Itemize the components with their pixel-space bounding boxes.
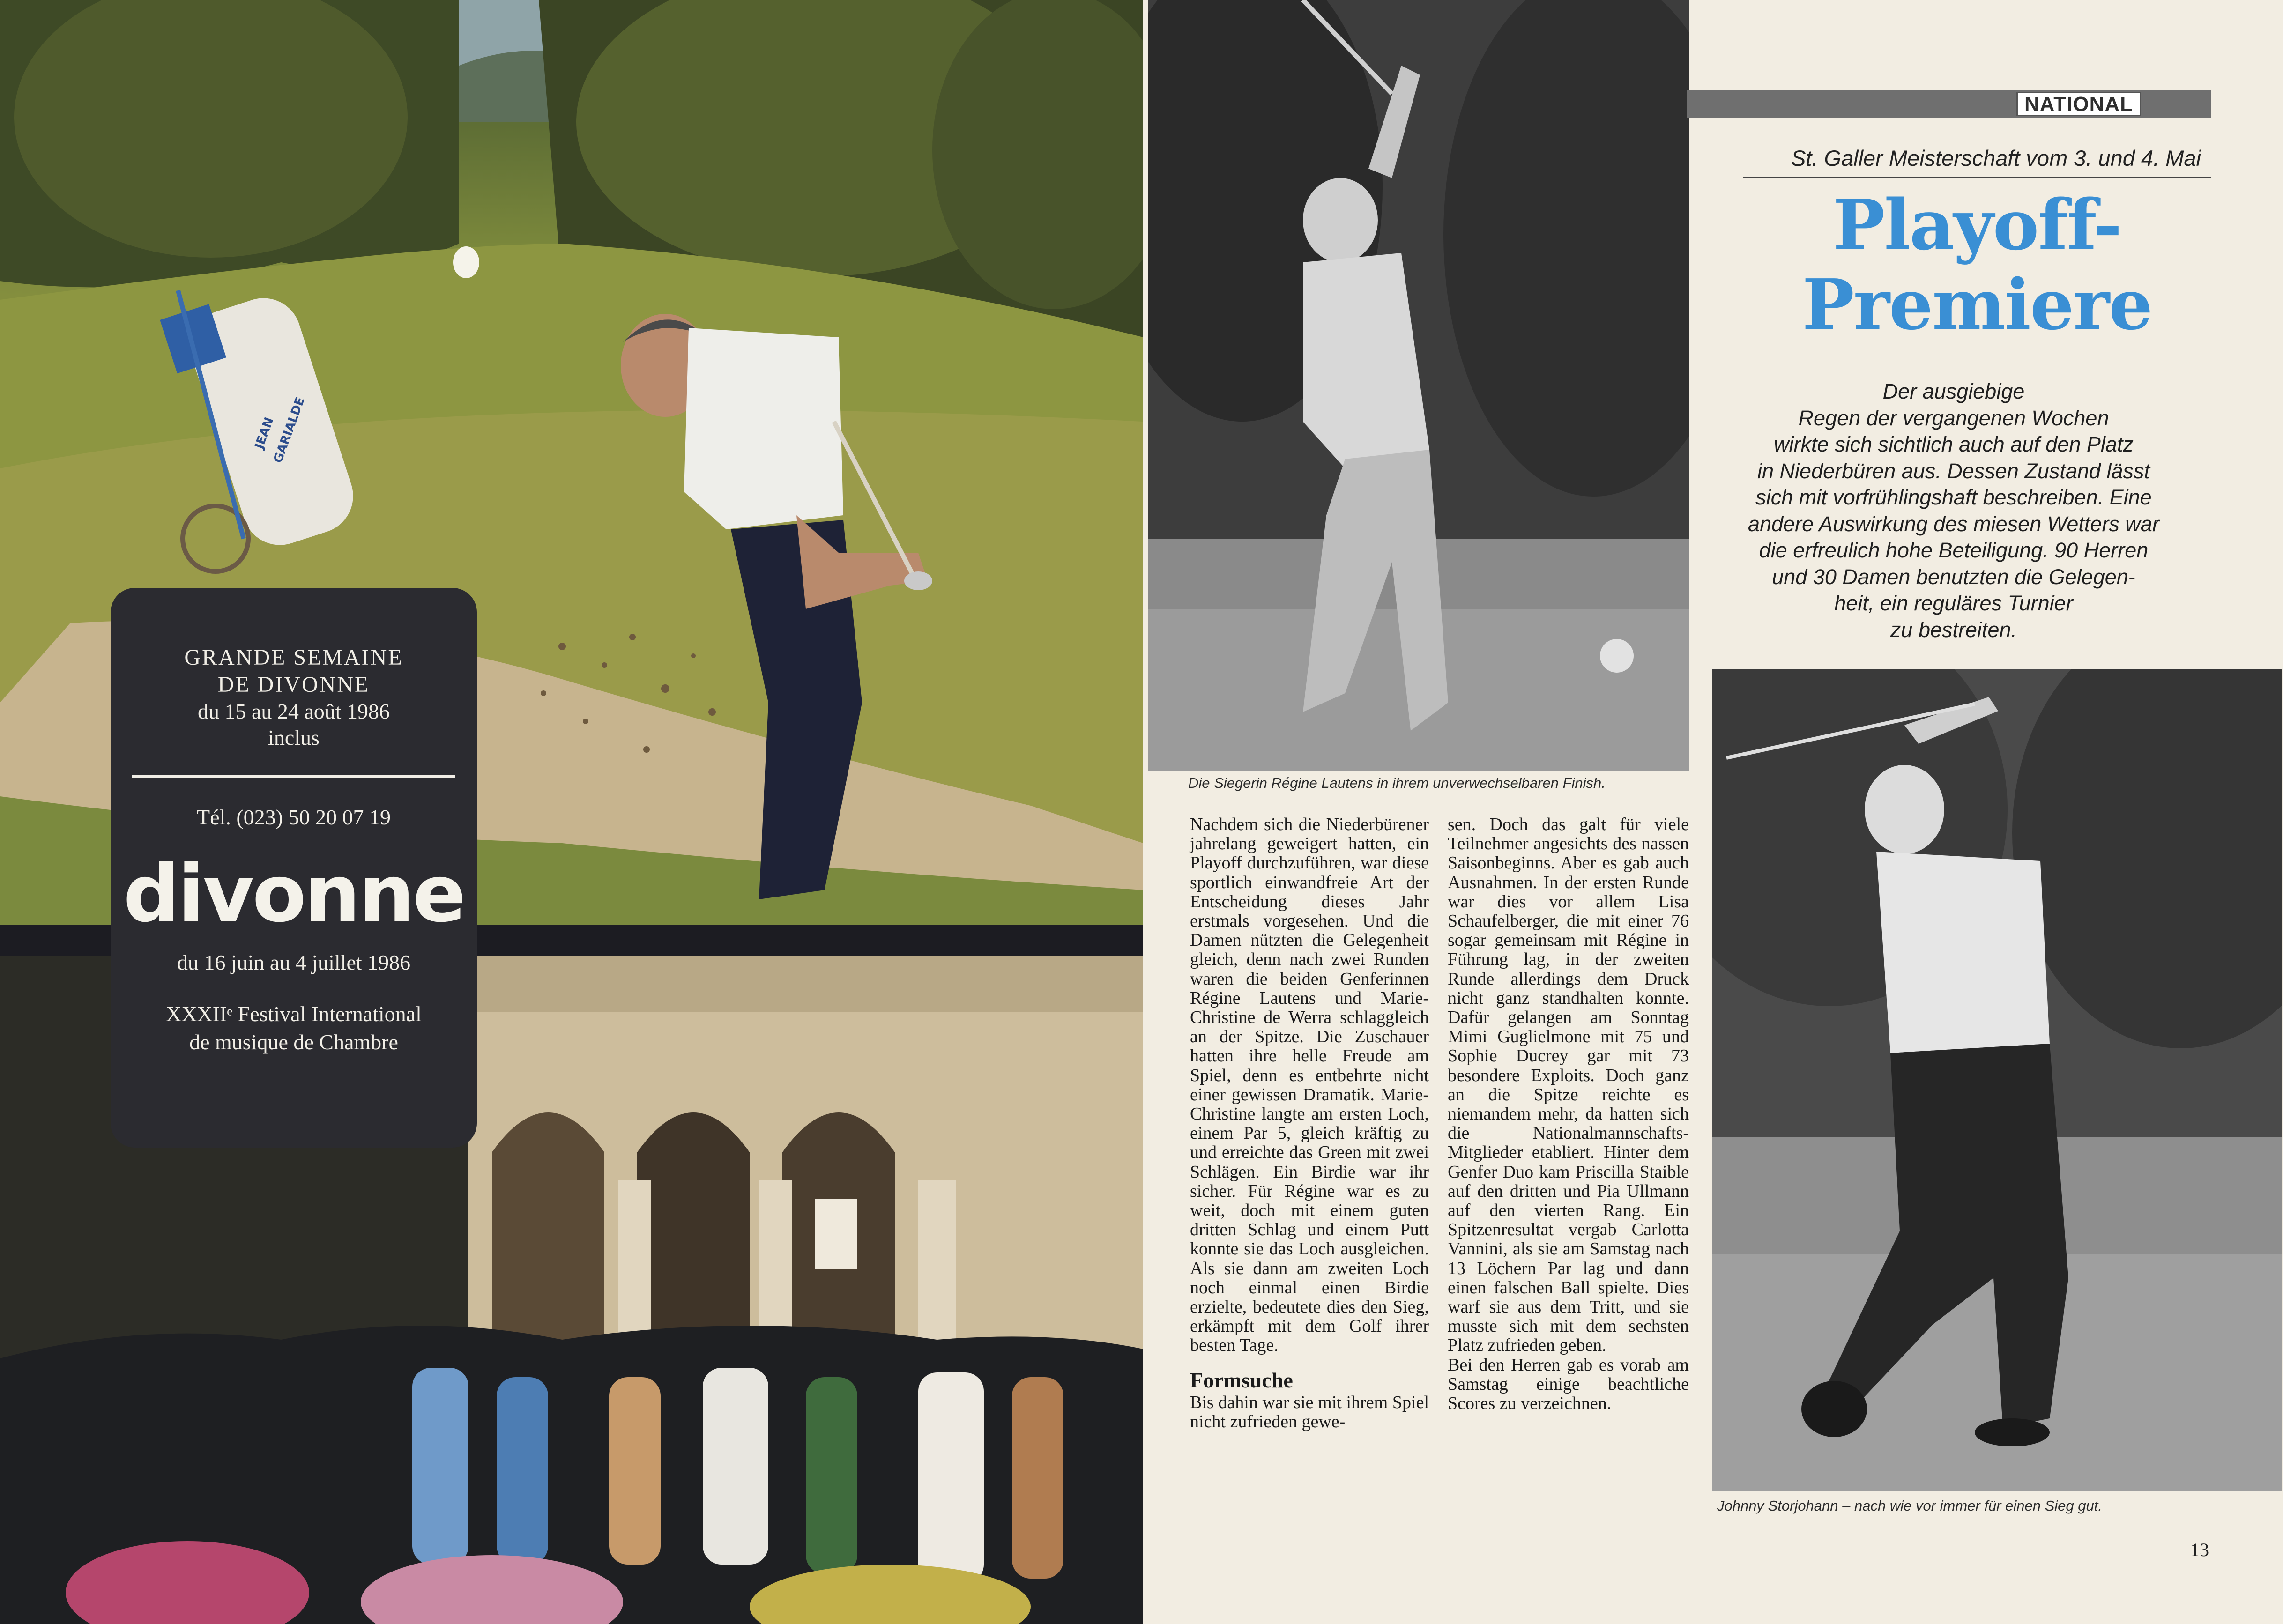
divonne-logo: divonne: [123, 848, 464, 940]
lead-line: die erfreulich hohe Beteiligung. 90 Herren: [1759, 538, 2149, 562]
headline-line-1: Playoff-: [1833, 184, 2121, 266]
ad-event-dates-1: du 15 au 24 août 1986: [197, 699, 390, 723]
kicker-rule: [1743, 177, 2211, 178]
article-paragraph: Bei den Herren gab es vorab am Samstag einige beachtliche Scores zu verzeichnen.: [1448, 1355, 1689, 1414]
lead-line: in Niederbüren aus. Dessen Zustand lässt: [1757, 459, 2150, 483]
article-paragraph: sen. Doch das galt für viele Teilnehmer angesichts des nassen Saisonbeginns. Aber es gab auch Ausnahmen. In der ersten Runde war dies vor allem Lisa Schaufelberger, die mit einer 76 sogar gemeinsam mit Régine in Führung lag, in der zweiten Runde allerdings dem Druck nicht ganz standhalten konnte. Dafür gelangen am Sonntag Mimi Guglielmone mit 75 und Sophie Ducrey gar mit 73 besondere Exploits. Doch ganz an die Spitze reichte es niemandem mehr, da hatten sich die Nationalmannschafts-Mitglieder etabliert. Hinter dem Genfer Duo kam Priscilla Staible auf den dritten und Pia Ullmann auf den vierten Rang. Ein Spitzenresultat vergab Carlotta Vannini, als sie am Samstag nach 13 Löchern Par lag und dann einen falschen Ball spielte. Dies warf sie aus dem Tritt, und sie musste sich mit dem sechsten Platz zufrieden geben.: [1448, 815, 1689, 1356]
ad-event-title-2: DE DIVONNE: [217, 672, 370, 697]
divonne-advertisement: [111, 588, 477, 1148]
ad-divider: [132, 775, 455, 778]
ad-phone: Tél. (023) 50 20 07 19: [197, 805, 391, 829]
regine-lautens-photo: [1148, 0, 1689, 771]
article-paragraph: Nachdem sich die Niederbürener jahrelang geweigert hatten, ein Playoff durchzuführen, war diese sportlich einwandfreie Art der Entscheidung dieses Jahr erstmals vorgesehen. Und die Damen nützten die Gelegenheit gleich, denn nach zwei Runden waren die beiden Genferinnen Régine Lautens und Marie-Christine de Werra schlaggleich an der Spitze. Die Zuschauer hatten ihre helle Freude am Spiel, denn es entbehrte nicht einer gewissen Dramatik. Marie-Christine langte am ersten Loch, einem Par 5, gleich kräftig zu und erreichte das Green mit zwei Schlägen. Ein Birdie war ihr sicher. Für Régine war es zu weit, doch mit einem guten dritten Schlag und einem Putt konnte sie das Loch ausgleichen. Als sie dann am zweiten Loch noch einmal einen Birdie erzielte, bedeutete dies den Sieg, erkämpft mit dem Golf ihrer besten Tage.: [1190, 815, 1429, 1356]
ad-festival-dates: du 16 juin au 4 juillet 1986: [177, 950, 411, 974]
right-page: [1143, 0, 2283, 1624]
article-lead: [1691, 378, 2216, 643]
bag-text-2: GARIALDE: [271, 395, 308, 465]
ad-event-dates-2: inclus: [268, 726, 320, 749]
lead-line: wirkte sich sichtlich auch auf den Platz: [1774, 432, 2134, 456]
lead-line: andere Auswirkung des miesen Wetters war: [1748, 512, 2159, 536]
article-column-2: [1448, 815, 1689, 1413]
lead-line: sich mit vorfrühlingshaft beschreiben. Eine: [1755, 485, 2152, 509]
ad-event-title-1: GRANDE SEMAINE: [184, 645, 403, 670]
page-number: 13: [2190, 1539, 2209, 1560]
article-paragraph: Bis dahin war sie mit ihrem Spiel nicht zufrieden gewe-: [1190, 1392, 1429, 1431]
lead-line: zu bestreiten.: [1890, 617, 2017, 642]
bag-text-1: JEAN: [252, 415, 277, 451]
photo-caption-2: Johnny Storjohann – nach wie vor immer für einen Sieg gut.: [1717, 1498, 2102, 1514]
lead-line: heit, ein reguläres Turnier: [1834, 591, 2073, 615]
johnny-storjohann-photo: [1712, 669, 2282, 1491]
ad-festival-line-2: de musique de Chambre: [189, 1030, 398, 1054]
article-headline: [1766, 185, 2188, 344]
ad-festival-line-1: XXXIIᵉ Festival International: [166, 1002, 422, 1026]
ad-festival-title: [111, 1000, 477, 1056]
headline-line-2: Premiere: [1802, 264, 2152, 345]
lead-line: und 30 Damen benutzten die Gelegen-: [1772, 564, 2135, 589]
photo-caption-1: Die Siegerin Régine Lautens in ihrem unverwechselbaren Finish.: [1188, 775, 1606, 791]
article-kicker: St. Galler Meisterschaft vom 3. und 4. Mai: [1791, 146, 2201, 171]
section-label-national: NATIONAL: [2016, 92, 2141, 116]
article-subhead: Formsuche: [1190, 1368, 1293, 1392]
article-column-1: [1190, 815, 1429, 1431]
lead-line: Regen der vergangenen Wochen: [1798, 406, 2109, 430]
section-bar: [1687, 90, 2211, 118]
lead-line: Der ausgiebige: [1882, 379, 2025, 403]
